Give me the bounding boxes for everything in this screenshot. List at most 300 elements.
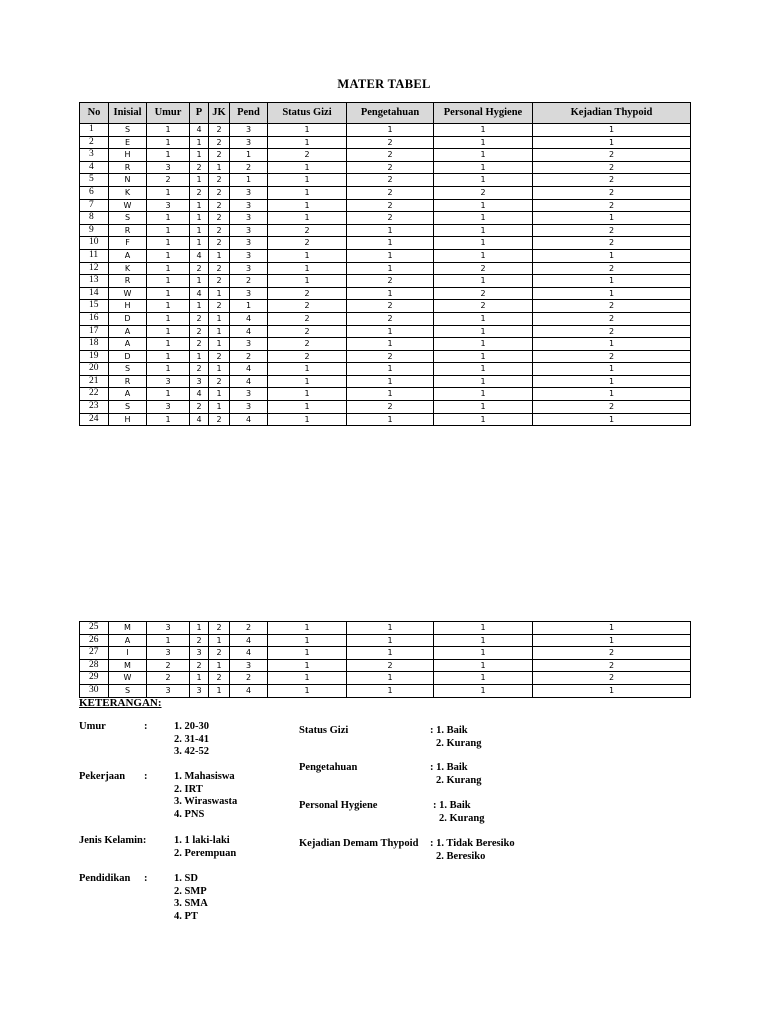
table-cell: 2 [268, 338, 347, 351]
table-cell: 1 [347, 634, 434, 647]
table-cell: 3 [230, 124, 268, 137]
table-cell: 1 [268, 634, 347, 647]
table-cell: 1 [147, 350, 190, 363]
table-cell: 3 [230, 237, 268, 250]
table-cell: W [109, 199, 147, 212]
table-cell: E [109, 136, 147, 149]
table-cell: R [109, 161, 147, 174]
table-cell: 1 [190, 174, 209, 187]
table-cell: 2 [190, 634, 209, 647]
table-cell: 1 [434, 325, 533, 338]
table-cell: 2 [209, 199, 230, 212]
table-cell: 1 [209, 659, 230, 672]
table-cell: 3 [230, 199, 268, 212]
table-cell: 2 [533, 149, 691, 162]
table-cell: M [109, 622, 147, 635]
table-cell: 1 [434, 672, 533, 685]
table-cell: A [109, 325, 147, 338]
table-cell: 2 [347, 350, 434, 363]
table-cell: 5 [80, 174, 109, 187]
table-cell: K [109, 262, 147, 275]
table-cell: 2 [347, 312, 434, 325]
table-row [80, 338, 691, 351]
table-cell: 3 [230, 401, 268, 414]
table-row [80, 659, 691, 672]
table-row [80, 212, 691, 225]
table-cell: 2 [533, 401, 691, 414]
table-cell: 2 [533, 300, 691, 313]
table-cell: 1 [347, 338, 434, 351]
table-cell: 2 [209, 136, 230, 149]
table-cell: 2 [533, 262, 691, 275]
table-cell: 2 [190, 262, 209, 275]
table-row [80, 300, 691, 313]
table-cell: 1 [434, 659, 533, 672]
table-cell: 2 [190, 186, 209, 199]
table-cell: 2 [209, 262, 230, 275]
legend-colon: : [144, 771, 148, 782]
table-cell: 1 [434, 634, 533, 647]
legend-option: : 1. Tidak Beresiko [430, 838, 515, 849]
table-cell: 4 [230, 325, 268, 338]
table-cell: 3 [147, 199, 190, 212]
table-cell: 16 [80, 312, 109, 325]
table-cell: 6 [80, 186, 109, 199]
table-row [80, 672, 691, 685]
table-cell: 3 [190, 647, 209, 660]
table-cell: 1 [533, 212, 691, 225]
table-cell: 1 [268, 275, 347, 288]
table-cell: 1 [347, 375, 434, 388]
legend-option: 2. Beresiko [436, 850, 486, 862]
table-cell: 3 [147, 375, 190, 388]
table-cell: F [109, 237, 147, 250]
table-row [80, 634, 691, 647]
table-cell: 1 [209, 401, 230, 414]
table-cell: 2 [230, 161, 268, 174]
table-cell: 1 [147, 338, 190, 351]
table-row [80, 413, 691, 426]
table-cell: 1 [533, 287, 691, 300]
table-row [80, 136, 691, 149]
table-cell: 2 [209, 647, 230, 660]
table-cell: 27 [80, 647, 109, 660]
table-cell: A [109, 338, 147, 351]
table-row [80, 401, 691, 414]
table-cell: 3 [230, 136, 268, 149]
table-cell: 1 [147, 325, 190, 338]
table-cell: 7 [80, 199, 109, 212]
legend-option: 1. 20-30 [174, 721, 209, 732]
table-cell: 3 [147, 684, 190, 697]
table-cell: 25 [80, 622, 109, 635]
table-cell: R [109, 375, 147, 388]
table-cell: 13 [80, 275, 109, 288]
table-cell: 1 [268, 249, 347, 262]
legend-label: Pendidikan [79, 873, 131, 884]
table-cell: 30 [80, 684, 109, 697]
table-cell: 1 [230, 174, 268, 187]
table-cell: 3 [230, 186, 268, 199]
table-cell: 2 [209, 300, 230, 313]
table-cell: 2 [209, 350, 230, 363]
table-cell: 1 [190, 672, 209, 685]
table-cell: 2 [533, 312, 691, 325]
table-cell: 1 [147, 312, 190, 325]
table-cell: 20 [80, 363, 109, 376]
column-header: JK [209, 103, 230, 124]
table-cell: 2 [209, 124, 230, 137]
table-cell: 1 [147, 136, 190, 149]
table-cell: 1 [533, 124, 691, 137]
master-table-part-1 [79, 102, 691, 426]
table-cell: 2 [268, 312, 347, 325]
table-cell: 2 [347, 161, 434, 174]
table-cell: 1 [209, 634, 230, 647]
table-cell: 1 [147, 212, 190, 225]
table-cell: 2 [347, 174, 434, 187]
table-cell: 1 [147, 287, 190, 300]
table-cell: 1 [434, 413, 533, 426]
table-cell: 2 [190, 312, 209, 325]
table-cell: 1 [209, 363, 230, 376]
table-cell: 1 [434, 684, 533, 697]
table-cell: 12 [80, 262, 109, 275]
table-cell: 1 [190, 275, 209, 288]
page-title: MATER TABEL [337, 77, 431, 91]
table-cell: 1 [268, 375, 347, 388]
table-cell: S [109, 212, 147, 225]
table-cell: 2 [147, 672, 190, 685]
table-cell: 2 [209, 237, 230, 250]
table-header-row [80, 103, 691, 124]
table-cell: 1 [434, 212, 533, 225]
table-row [80, 622, 691, 635]
legend-option: 1. Mahasiswa [174, 771, 235, 782]
table-cell: 4 [230, 363, 268, 376]
table-cell: 4 [190, 124, 209, 137]
table-cell: 2 [209, 149, 230, 162]
table-cell: K [109, 186, 147, 199]
table-cell: 1 [434, 149, 533, 162]
table-cell: 2 [268, 325, 347, 338]
table-cell: 22 [80, 388, 109, 401]
table-cell: 1 [147, 363, 190, 376]
table-cell: 1 [147, 149, 190, 162]
legend-label: Umur [79, 721, 106, 732]
table-cell: 1 [434, 338, 533, 351]
table-cell: 1 [533, 363, 691, 376]
legend-option: 2. Kurang [436, 737, 482, 749]
table-cell: 1 [533, 388, 691, 401]
table-cell: S [109, 401, 147, 414]
legend-option: 2. 31-41 [174, 733, 209, 745]
table-cell: 1 [209, 684, 230, 697]
table-row [80, 149, 691, 162]
table-cell: 1 [268, 262, 347, 275]
table-cell: 4 [230, 647, 268, 660]
table-cell: 1 [147, 237, 190, 250]
table-row [80, 350, 691, 363]
table-cell: 2 [533, 224, 691, 237]
table-cell: 2 [533, 199, 691, 212]
table-cell: 2 [347, 212, 434, 225]
table-cell: 1 [268, 212, 347, 225]
table-cell: H [109, 300, 147, 313]
table-cell: 4 [230, 375, 268, 388]
table-cell: 2 [190, 401, 209, 414]
table-cell: H [109, 149, 147, 162]
table-cell: 2 [209, 622, 230, 635]
table-cell: 1 [268, 647, 347, 660]
table-cell: 2 [147, 174, 190, 187]
table-cell: 1 [147, 413, 190, 426]
table-cell: 1 [268, 684, 347, 697]
legend-option: 2. SMP [174, 885, 207, 897]
legend-option: 3. SMA [174, 898, 208, 910]
table-cell: 1 [147, 186, 190, 199]
legend-option: 3. 42-52 [174, 746, 209, 758]
table-cell: 1 [533, 338, 691, 351]
table-cell: 1 [147, 388, 190, 401]
table-cell: 2 [230, 275, 268, 288]
table-cell: 23 [80, 401, 109, 414]
table-cell: W [109, 672, 147, 685]
table-cell: 1 [147, 224, 190, 237]
table-cell: W [109, 287, 147, 300]
table-cell: 1 [268, 199, 347, 212]
table-cell: 3 [230, 659, 268, 672]
column-header: Status Gizi [268, 103, 347, 124]
table-cell: 1 [268, 136, 347, 149]
table-cell: 3 [230, 338, 268, 351]
table-cell: 1 [347, 124, 434, 137]
table-cell: I [109, 647, 147, 660]
table-cell: 3 [230, 249, 268, 262]
table-cell: 2 [347, 199, 434, 212]
legend-label: Status Gizi [299, 725, 349, 736]
table-cell: 1 [147, 262, 190, 275]
table-cell: 2 [347, 149, 434, 162]
table-cell: N [109, 174, 147, 187]
table-cell: 1 [147, 300, 190, 313]
table-cell: 4 [190, 287, 209, 300]
table-cell: 2 [347, 275, 434, 288]
table-cell: 2 [533, 647, 691, 660]
table-cell: 1 [230, 149, 268, 162]
table-cell: 1 [209, 161, 230, 174]
table-cell: 1 [268, 672, 347, 685]
table-cell: 1 [347, 388, 434, 401]
table-row [80, 363, 691, 376]
table-cell: 21 [80, 375, 109, 388]
table-cell: 1 [268, 186, 347, 199]
table-cell: 1 [434, 401, 533, 414]
table-cell: 2 [190, 659, 209, 672]
column-header: No [80, 103, 109, 124]
column-header: Pend [230, 103, 268, 124]
table-cell: A [109, 634, 147, 647]
table-cell: 2 [190, 363, 209, 376]
table-cell: 2 [347, 136, 434, 149]
table-row [80, 199, 691, 212]
table-cell: 3 [190, 684, 209, 697]
table-cell: 1 [209, 388, 230, 401]
table-cell: 24 [80, 413, 109, 426]
table-cell: 1 [533, 136, 691, 149]
table-cell: 3 [147, 622, 190, 635]
table-cell: 2 [533, 672, 691, 685]
table-cell: H [109, 413, 147, 426]
table-cell: 3 [147, 161, 190, 174]
table-cell: 2 [434, 262, 533, 275]
table-cell: S [109, 124, 147, 137]
table-cell: 4 [80, 161, 109, 174]
table-cell: 1 [347, 647, 434, 660]
table-cell: 3 [230, 262, 268, 275]
master-table-part-2 [79, 621, 691, 698]
legend-option: : 1. Baik [430, 725, 468, 736]
table-cell: 2 [190, 325, 209, 338]
table-cell: S [109, 684, 147, 697]
table-row [80, 186, 691, 199]
legend-option: : 1. Baik [433, 800, 471, 811]
table-cell: 8 [80, 212, 109, 225]
table-cell: 19 [80, 350, 109, 363]
table-cell: 1 [209, 249, 230, 262]
table-cell: 1 [347, 287, 434, 300]
table-cell: 1 [434, 622, 533, 635]
table-cell: 2 [533, 161, 691, 174]
table-cell: 2 [347, 659, 434, 672]
table-cell: 1 [268, 161, 347, 174]
table-cell: R [109, 275, 147, 288]
table-row [80, 312, 691, 325]
table-cell: 1 [434, 199, 533, 212]
legend-option: 1. SD [174, 873, 198, 884]
table-cell: 1 [268, 659, 347, 672]
table-cell: 2 [268, 300, 347, 313]
table-cell: 1 [434, 161, 533, 174]
table-cell: 1 [434, 174, 533, 187]
table-cell: 2 [533, 350, 691, 363]
table-row [80, 237, 691, 250]
table-cell: 1 [347, 262, 434, 275]
table-cell: 3 [147, 401, 190, 414]
table-cell: 1 [347, 622, 434, 635]
table-cell: 2 [209, 212, 230, 225]
legend-option: 2. IRT [174, 783, 203, 795]
table-cell: 1 [190, 212, 209, 225]
table-cell: 1 [533, 684, 691, 697]
table-cell: 2 [434, 287, 533, 300]
table-cell: 4 [230, 684, 268, 697]
table-cell: 1 [434, 350, 533, 363]
table-cell: 1 [434, 124, 533, 137]
table-cell: 2 [230, 622, 268, 635]
table-cell: 2 [533, 186, 691, 199]
table-cell: 18 [80, 338, 109, 351]
table-cell: 1 [147, 634, 190, 647]
table-cell: 3 [190, 375, 209, 388]
table-cell: 2 [434, 186, 533, 199]
table-cell: 1 [533, 249, 691, 262]
table-cell: 1 [190, 300, 209, 313]
table-cell: 2 [533, 237, 691, 250]
table-cell: 2 [209, 186, 230, 199]
legend-option: 2. Perempuan [174, 847, 237, 859]
column-header: Inisial [109, 103, 147, 124]
legend-option: 4. PNS [174, 808, 205, 820]
table-cell: 4 [230, 413, 268, 426]
table-row [80, 262, 691, 275]
table-cell: 3 [80, 149, 109, 162]
table-row [80, 325, 691, 338]
table-cell: 4 [190, 388, 209, 401]
table-cell: 2 [190, 161, 209, 174]
column-header: Pengetahuan [347, 103, 434, 124]
table-row [80, 388, 691, 401]
table-cell: 1 [268, 363, 347, 376]
table-cell: 4 [190, 249, 209, 262]
table-cell: S [109, 363, 147, 376]
table-cell: 11 [80, 249, 109, 262]
table-cell: 1 [80, 124, 109, 137]
table-row [80, 224, 691, 237]
table-cell: 1 [147, 124, 190, 137]
table-cell: 1 [347, 413, 434, 426]
table-cell: 1 [190, 136, 209, 149]
table-cell: 29 [80, 672, 109, 685]
table-cell: 26 [80, 634, 109, 647]
table-cell: 1 [268, 388, 347, 401]
table-cell: 4 [190, 413, 209, 426]
table-cell: 1 [230, 300, 268, 313]
table-cell: 2 [434, 300, 533, 313]
table-cell: 1 [533, 634, 691, 647]
table-cell: 15 [80, 300, 109, 313]
table-cell: 9 [80, 224, 109, 237]
table-row [80, 647, 691, 660]
table-cell: 1 [190, 622, 209, 635]
table-cell: 1 [347, 363, 434, 376]
table-cell: 2 [209, 275, 230, 288]
table-cell: 1 [268, 124, 347, 137]
table-cell: 1 [209, 325, 230, 338]
table-cell: 2 [533, 659, 691, 672]
table-cell: M [109, 659, 147, 672]
table-cell: D [109, 312, 147, 325]
legend-label: Kejadian Demam Thypoid [299, 838, 419, 849]
table-cell: 1 [347, 672, 434, 685]
table-cell: A [109, 249, 147, 262]
table-cell: 3 [230, 287, 268, 300]
legend-option: 2. Kurang [436, 774, 482, 786]
table-cell: 1 [147, 275, 190, 288]
table-cell: 2 [209, 224, 230, 237]
table-cell: 1 [190, 350, 209, 363]
table-cell: 2 [268, 350, 347, 363]
legend-option: 3. Wiraswasta [174, 796, 238, 808]
table-cell: 1 [190, 199, 209, 212]
table-cell: 2 [347, 401, 434, 414]
table-row [80, 287, 691, 300]
table-cell: 1 [434, 237, 533, 250]
table-row [80, 124, 691, 137]
table-cell: 3 [230, 388, 268, 401]
legend-option: : 1. Baik [430, 762, 468, 773]
table-cell: 28 [80, 659, 109, 672]
